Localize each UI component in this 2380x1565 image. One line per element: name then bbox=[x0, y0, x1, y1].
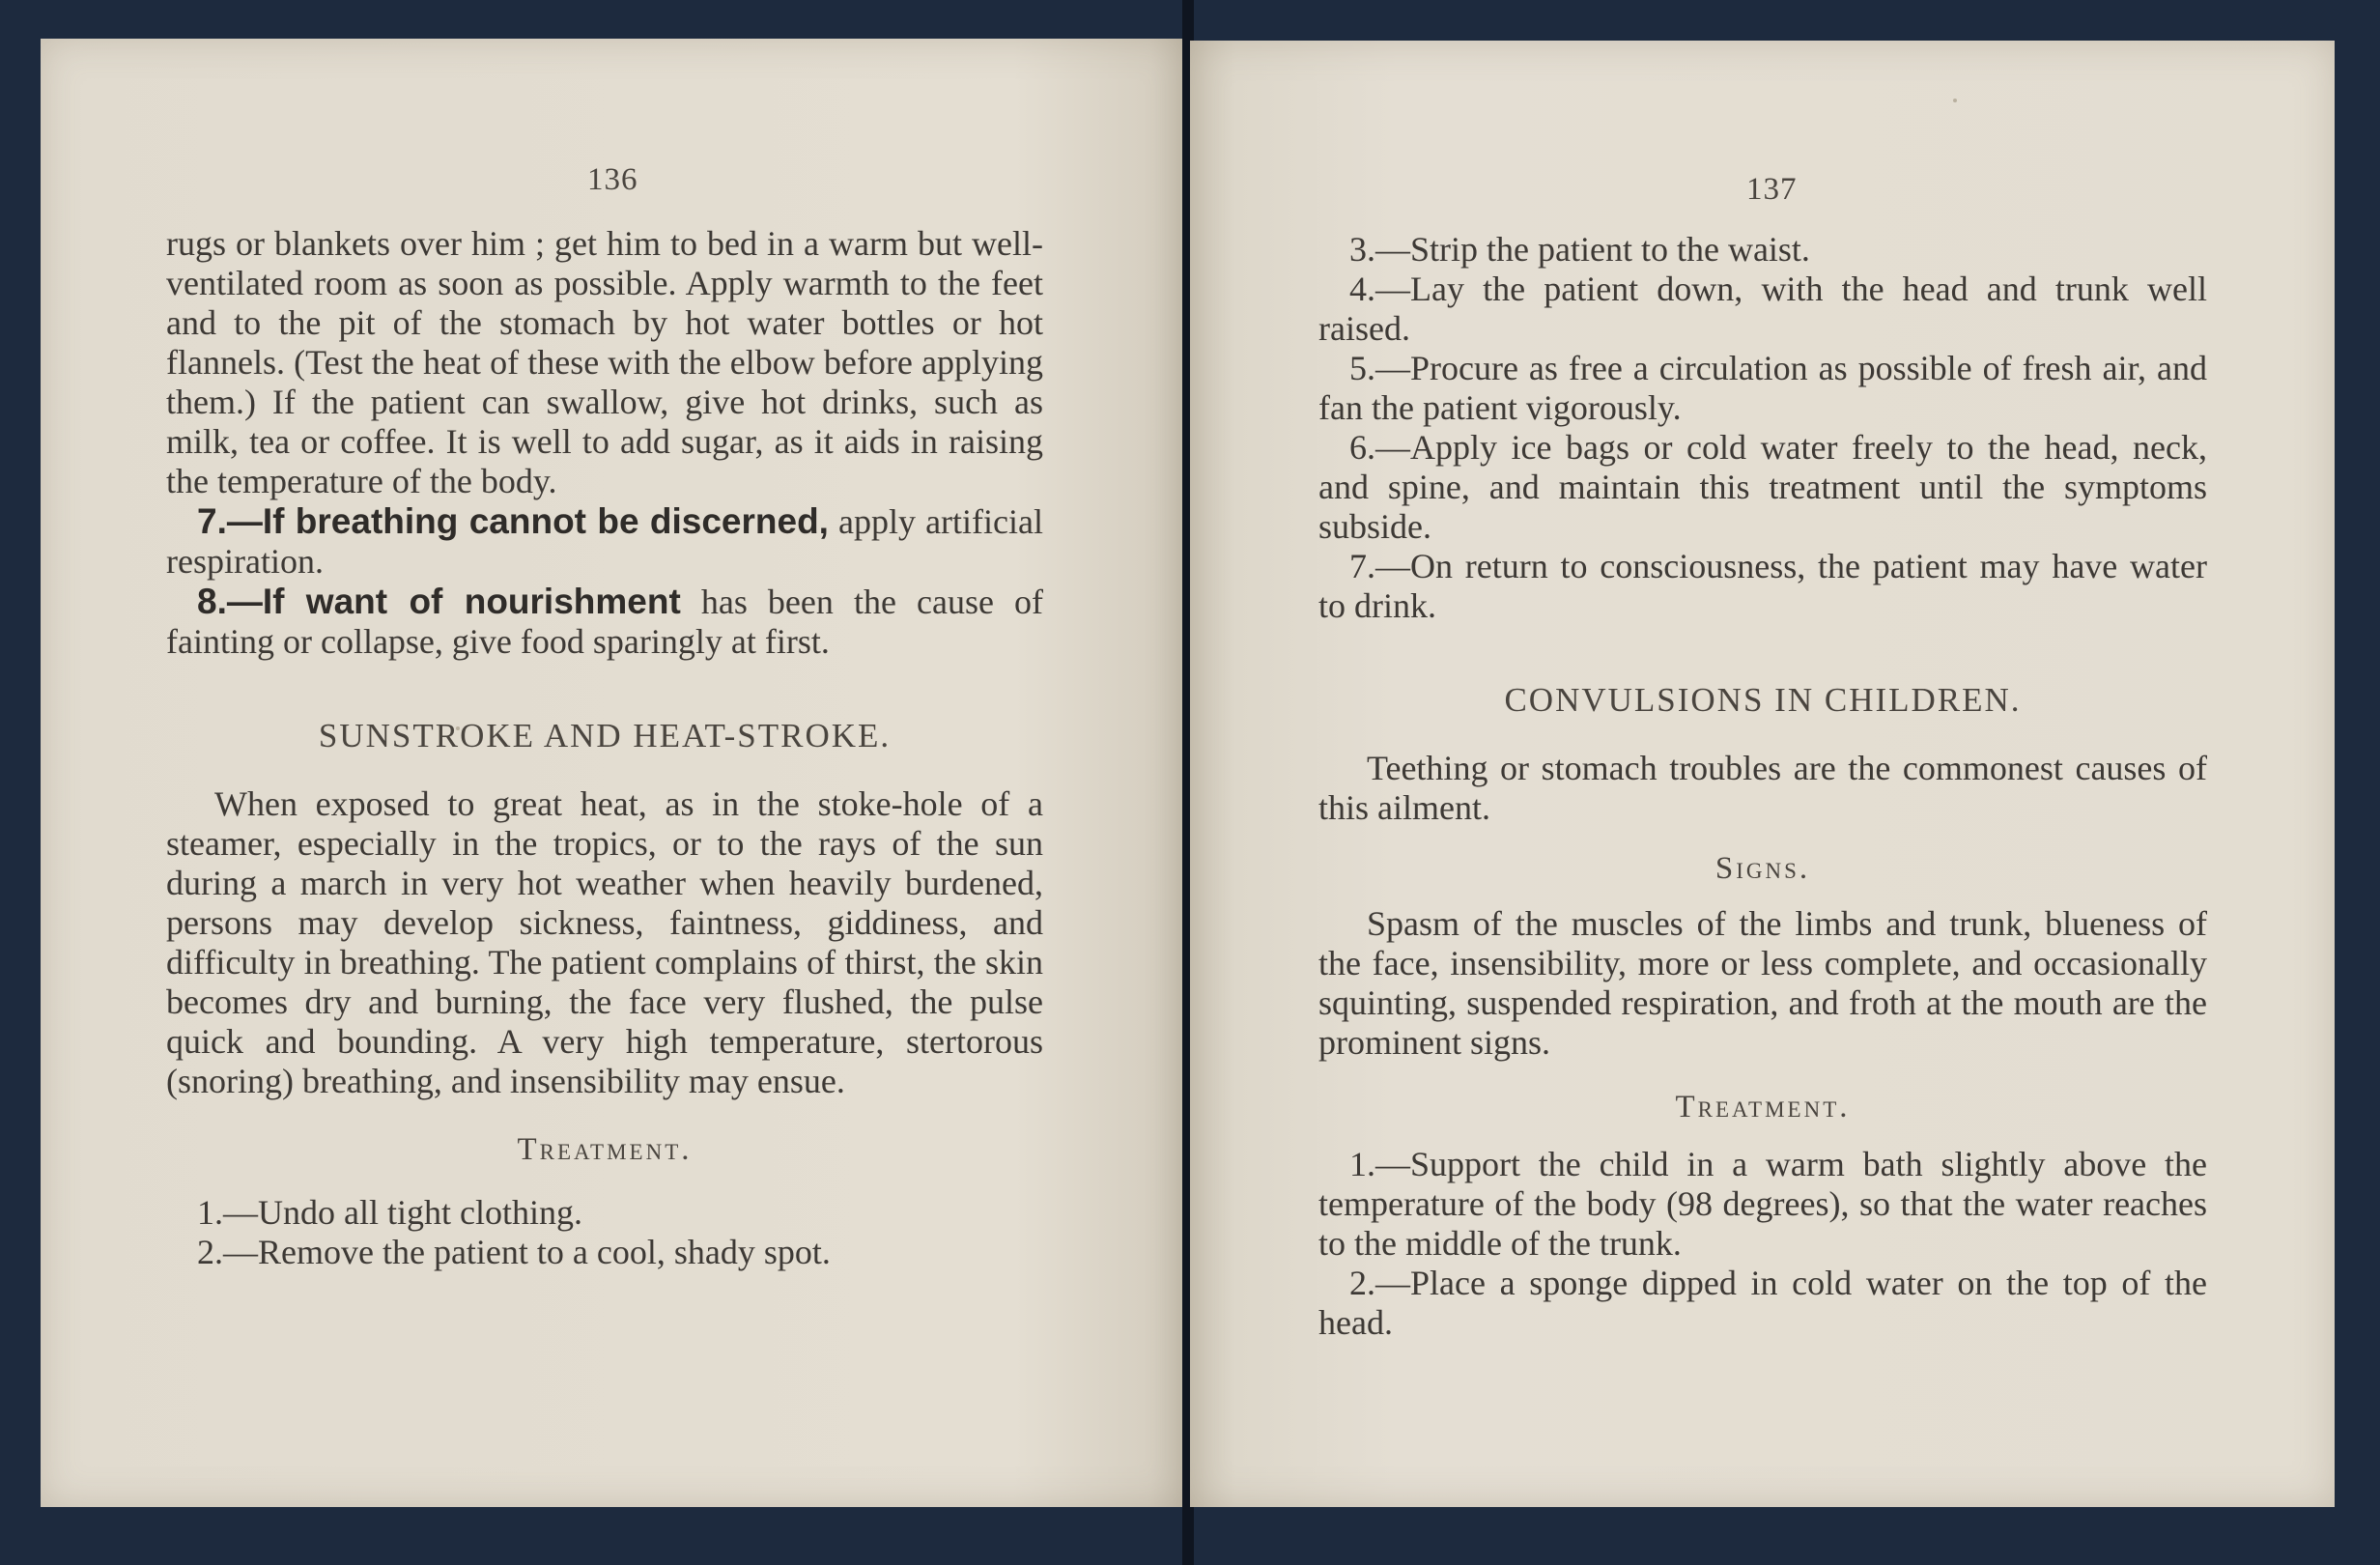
right-item-6: 6.—Apply ice bags or cold water freely to the head, neck, and spine, and maintain this treatment until the symptoms subside. bbox=[1318, 428, 2207, 546]
left-treatment-item-2: 2.—Remove the patient to a cool, shady spot. bbox=[197, 1233, 831, 1271]
right-item-3: 3.—Strip the patient to the waist. bbox=[1349, 230, 1810, 269]
right-page-number: 137 bbox=[1746, 172, 1798, 207]
right-treatment-item-1: 1.—Support the child in a warm bath slightly above the temperature of the body (98 degrees), so that the water reaches to the middle of the trunk. bbox=[1318, 1145, 2207, 1263]
right-item-4: 4.—Lay the patient down, with the head and trunk well raised. bbox=[1318, 270, 2207, 348]
signs-paragraph: Spasm of the muscles of the limbs and trunk, blueness of the face, insensibility, more or less complete, and occasionally squinting, suspended respiration, and froth at the mouth are the prominent signs. bbox=[1318, 904, 2207, 1062]
right-treatment-item-2: 2.—Place a sponge dipped in cold water on the top of the head. bbox=[1318, 1264, 2207, 1342]
right-page-body bbox=[1318, 230, 2207, 1343]
right-item-5: 5.—Procure as free a circulation as possible of fresh air, and fan the patient vigorously. bbox=[1318, 349, 2207, 427]
right-section-heading: CONVULSIONS IN CHILDREN. bbox=[1504, 681, 2022, 719]
left-intro-paragraph: rugs or blankets over him ; get him to bed in a warm but well-ventilated room as soon as possible. Apply warmth to the feet and to the pit of the stomach by hot water bottles or hot flannels. (Test the heat of these with the elbow before applying them.) If the patient can swallow, give hot drinks, such as milk, tea or coffee. It is well to add sugar, as it aids in raising the temperature of the body. bbox=[166, 224, 1043, 500]
paper-speck bbox=[1953, 99, 1957, 102]
left-item-8 bbox=[166, 582, 1043, 662]
left-item-8-rest: has been the cause of fainting or collapse, give food sparingly at first. bbox=[166, 583, 1044, 661]
left-page-body bbox=[166, 224, 1043, 1272]
left-page-number: 136 bbox=[587, 162, 638, 197]
signs-heading: Signs. bbox=[1714, 851, 1811, 886]
left-item-7 bbox=[166, 501, 1043, 582]
left-item-7-lead: 7.—If breathing cannot be discerned, bbox=[197, 501, 829, 541]
left-section-paragraph: When exposed to great heat, as in the stoke-hole of a steamer, especially in the tropics, or to the rays of the sun during a march in very hot weather when heavily burdened, persons may develop sickness, faintness, giddiness, and difficulty in breathing. The patient complains of thirst, the skin becomes dry and burning, the face very flushed, the pulse quick and bounding. A very high temperature, stertorous (snoring) breathing, and insensibility may ensue. bbox=[166, 784, 1043, 1100]
left-item-7-rest: apply artificial respiration. bbox=[166, 502, 1043, 581]
right-item-7: 7.—On return to consciousness, the patient may have water to drink. bbox=[1318, 547, 2207, 625]
left-treatment-item-1: 1.—Undo all tight clothing. bbox=[197, 1193, 582, 1232]
left-item-8-lead: 8.—If want of nourishment bbox=[197, 582, 681, 621]
left-section-heading: SUNSTROKE AND HEAT-STROKE. bbox=[318, 717, 892, 754]
left-treatment-heading: Treatment. bbox=[517, 1132, 693, 1167]
right-section-paragraph: Teething or stomach troubles are the commonest causes of this ailment. bbox=[1318, 749, 2207, 827]
right-treatment-heading: Treatment. bbox=[1675, 1090, 1851, 1124]
